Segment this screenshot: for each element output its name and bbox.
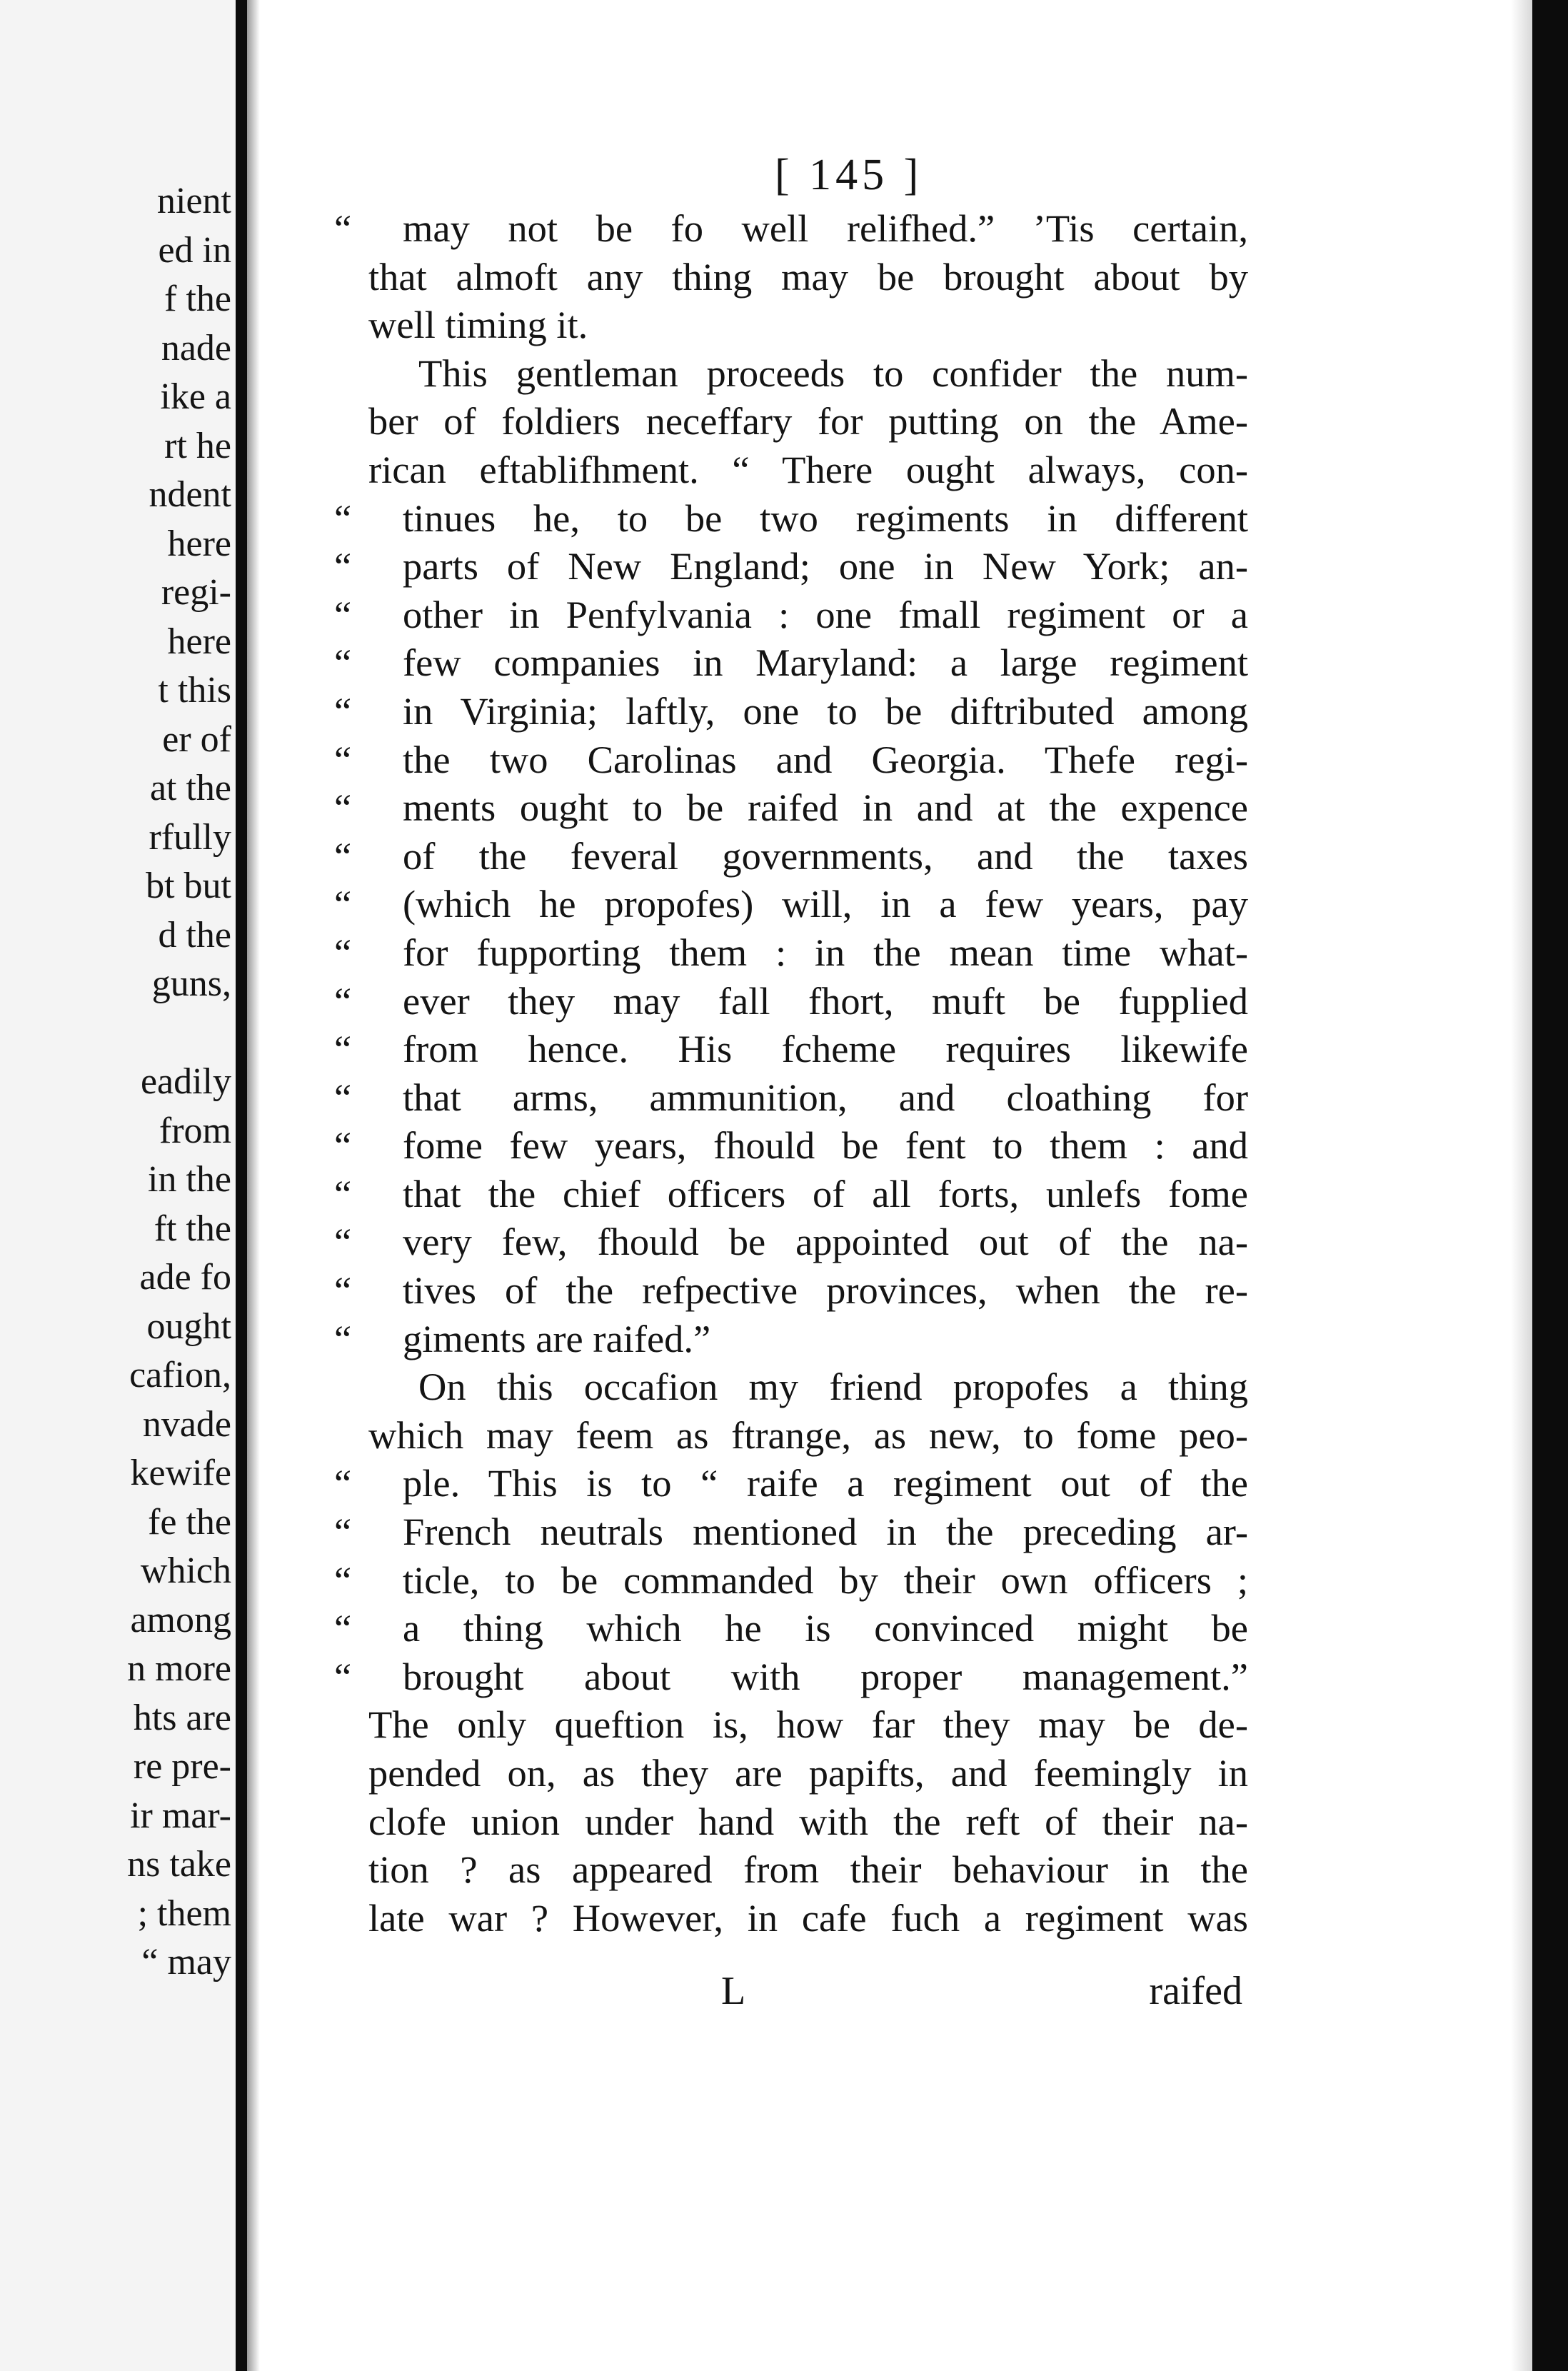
text-line <box>368 397 1248 446</box>
text-line-content: ple. This is to “ raife a regiment out of the <box>403 1461 1248 1505</box>
quotation-mark: “ <box>334 786 352 830</box>
quotation-mark: “ <box>334 206 352 250</box>
facing-page-line: nade <box>161 327 231 369</box>
text-line-content: (which he propofes) will, in a few years, pay <box>403 882 1248 926</box>
body-text <box>334 204 1248 1942</box>
text-line <box>334 1218 1248 1266</box>
text-line <box>334 591 1248 639</box>
text-line-content: ever they may fall fhort, muft be fupplied <box>403 978 1248 1023</box>
quotation-mark: “ <box>334 592 352 636</box>
quotation-mark: “ <box>334 1123 352 1168</box>
text-line-content: that arms, ammunition, and cloathing for <box>403 1075 1248 1119</box>
text-line <box>334 687 1248 736</box>
facing-page-line: ir mar- <box>130 1795 231 1836</box>
quotation-mark: “ <box>334 496 352 540</box>
text-line <box>334 1266 1248 1315</box>
facing-page-line: ade fo <box>139 1257 231 1298</box>
gutter-shadow <box>247 0 260 2371</box>
facing-page-line: in the <box>148 1159 231 1200</box>
text-line-content: the two Carolinas and Georgia. Thefe regi- <box>403 737 1248 781</box>
facing-page-line: bt but <box>146 866 231 906</box>
quotation-mark: “ <box>334 737 352 781</box>
facing-page-line: here <box>167 621 231 662</box>
text-line-content: well timing it. <box>368 303 588 347</box>
facing-page-line: from <box>159 1110 231 1151</box>
quotation-mark: “ <box>334 1654 352 1698</box>
text-line <box>368 1845 1248 1894</box>
text-line <box>368 301 1248 349</box>
text-line <box>368 1363 1248 1411</box>
text-line-content: late war ? However, in cafe fuch a regiment was <box>368 1895 1248 1940</box>
text-line <box>334 1315 1248 1363</box>
text-line-content: fome few years, fhould be fent to them : and <box>403 1123 1248 1168</box>
text-line-content: very few, fhould be appointed out of the na- <box>403 1220 1248 1264</box>
text-line-content: tion ? as appeared from their behaviour in the <box>368 1848 1248 1892</box>
facing-page-line: ndent <box>149 474 231 515</box>
quotation-mark: “ <box>334 1220 352 1264</box>
text-line-content: from hence. His fcheme requires likewife <box>403 1027 1248 1071</box>
facing-page-line: guns, <box>151 963 231 1004</box>
quotation-mark: “ <box>334 1171 352 1215</box>
page-edge-shadow <box>1511 0 1532 2371</box>
page-footer <box>368 1968 1248 2025</box>
text-line-content: ments ought to be raifed in and at the expence <box>403 786 1248 830</box>
facing-page-line: ought <box>146 1305 231 1347</box>
signature-mark: L <box>721 1969 746 2013</box>
text-line-content: that almoft any thing may be brought about by <box>368 254 1248 299</box>
quotation-mark: “ <box>334 1558 352 1602</box>
facing-page-line: at the <box>149 768 231 808</box>
facing-page-fragment <box>0 0 236 2371</box>
text-line <box>334 204 1248 253</box>
text-line <box>368 1411 1248 1460</box>
quotation-mark: “ <box>334 1510 352 1554</box>
text-line <box>368 1749 1248 1798</box>
facing-page-line: rt he <box>164 425 231 466</box>
facing-page-line: among <box>130 1599 231 1640</box>
text-line <box>334 1653 1248 1701</box>
text-line-content: of the feveral governments, and the taxes <box>403 833 1248 878</box>
facing-page-text <box>127 177 231 1987</box>
book-gutter <box>236 0 247 2371</box>
text-line <box>334 1170 1248 1218</box>
text-line <box>368 1700 1248 1749</box>
text-line-content: ticle, to be commanded by their own officers ; <box>403 1558 1248 1602</box>
quotation-mark: “ <box>334 1606 352 1650</box>
facing-page-line: regi- <box>161 572 231 613</box>
facing-page-line: cafion, <box>129 1355 231 1395</box>
facing-page-line: fe the <box>148 1501 231 1543</box>
text-line-content: parts of New England; one in New York; an- <box>403 544 1248 588</box>
facing-page-line: f the <box>164 279 231 319</box>
facing-page-line: eadily <box>140 1061 231 1102</box>
text-line-content: clofe union under hand with the reft of their na- <box>368 1799 1248 1843</box>
text-line <box>334 832 1248 881</box>
facing-page-line: hts are <box>133 1697 231 1738</box>
text-line-content: giments are raifed.” <box>403 1316 711 1360</box>
facing-page-line: d the <box>158 914 231 956</box>
quotation-mark: “ <box>334 833 352 878</box>
facing-page-line: “ may <box>141 1942 231 1982</box>
quotation-mark: “ <box>334 978 352 1023</box>
text-line <box>368 1894 1248 1943</box>
facing-page-line: t this <box>158 670 231 711</box>
text-line <box>334 1121 1248 1170</box>
facing-page-line: er of <box>162 718 231 760</box>
text-line <box>334 1073 1248 1122</box>
quotation-mark: “ <box>334 882 352 926</box>
text-line-content: This gentleman proceeds to confider the num- <box>418 351 1248 395</box>
text-line-content: tinues he, to be two regiments in different <box>403 496 1248 540</box>
text-line-content: for fupporting them : in the mean time what- <box>403 930 1248 974</box>
text-line-content: French neutrals mentioned in the preceding ar- <box>403 1510 1248 1554</box>
facing-page-line: ft the <box>154 1208 231 1249</box>
text-line <box>368 446 1248 494</box>
text-line-content: that the chief officers of all forts, unlefs fome <box>403 1171 1248 1215</box>
quotation-mark: “ <box>334 1316 352 1360</box>
facing-page-line: ed in <box>158 229 231 271</box>
quotation-mark: “ <box>334 930 352 974</box>
quotation-mark: “ <box>334 1027 352 1071</box>
text-line-content: tives of the refpective provinces, when the re- <box>403 1268 1248 1313</box>
page-edge <box>1532 0 1568 2371</box>
text-line-content: pended on, as they are papifts, and feemingly in <box>368 1751 1248 1795</box>
text-line-content: rican eftablifhment. “ There ought always, con- <box>368 447 1248 491</box>
text-line-content: a thing which he is convinced might be <box>403 1606 1248 1650</box>
text-line <box>334 1604 1248 1653</box>
text-line-content: few companies in Maryland: a large regiment <box>403 641 1248 685</box>
text-line-content: may not be fo well relifhed.” ’Tis certain, <box>403 206 1248 250</box>
facing-page-line: re pre- <box>133 1746 231 1787</box>
facing-page-line: here <box>167 523 231 564</box>
text-line <box>368 349 1248 398</box>
quotation-mark: “ <box>334 1268 352 1313</box>
facing-page-line: ns take <box>127 1844 231 1885</box>
text-line-content: ber of foldiers neceffary for putting on the Ame- <box>368 399 1248 443</box>
text-line <box>334 1508 1248 1556</box>
facing-page-line: nient <box>157 181 231 221</box>
text-line-content: in Virginia; laftly, one to be diftributed among <box>403 688 1248 733</box>
text-line-content: which may feem as ftrange, as new, to fome peo- <box>368 1413 1248 1457</box>
facing-page-line: rfully <box>149 816 231 858</box>
text-line-content: other in Penfylvania : one fmall regiment or a <box>403 592 1248 636</box>
quotation-mark: “ <box>334 544 352 588</box>
text-line <box>334 494 1248 543</box>
text-line <box>334 783 1248 832</box>
text-line-content: The only queftion is, how far they may be de- <box>368 1703 1248 1747</box>
facing-page-line: nvade <box>142 1403 231 1445</box>
text-line <box>334 736 1248 784</box>
facing-page-line <box>127 1009 231 1058</box>
quotation-mark: “ <box>334 688 352 733</box>
quotation-mark: “ <box>334 1461 352 1505</box>
page-number: [ 145 ] <box>775 151 923 199</box>
text-line-content: brought about with proper management.” <box>403 1654 1248 1698</box>
facing-page-line: ; them <box>137 1893 231 1934</box>
facing-page-line: kewife <box>130 1453 231 1493</box>
text-line <box>334 928 1248 977</box>
quotation-mark: “ <box>334 1075 352 1119</box>
facing-page-line: ike a <box>160 376 231 417</box>
facing-page-line: n more <box>127 1648 231 1689</box>
text-line <box>334 638 1248 687</box>
catchword: raifed <box>1149 1969 1242 2013</box>
text-line <box>334 1556 1248 1605</box>
text-line <box>334 977 1248 1026</box>
quotation-mark: “ <box>334 641 352 685</box>
text-line <box>334 1459 1248 1508</box>
text-line <box>368 253 1248 301</box>
text-line-content: On this occafion my friend propofes a thing <box>418 1365 1248 1409</box>
text-line <box>368 1798 1248 1846</box>
text-line <box>334 880 1248 928</box>
text-line <box>334 1025 1248 1073</box>
facing-page-line: which <box>140 1550 231 1591</box>
text-line <box>334 542 1248 591</box>
